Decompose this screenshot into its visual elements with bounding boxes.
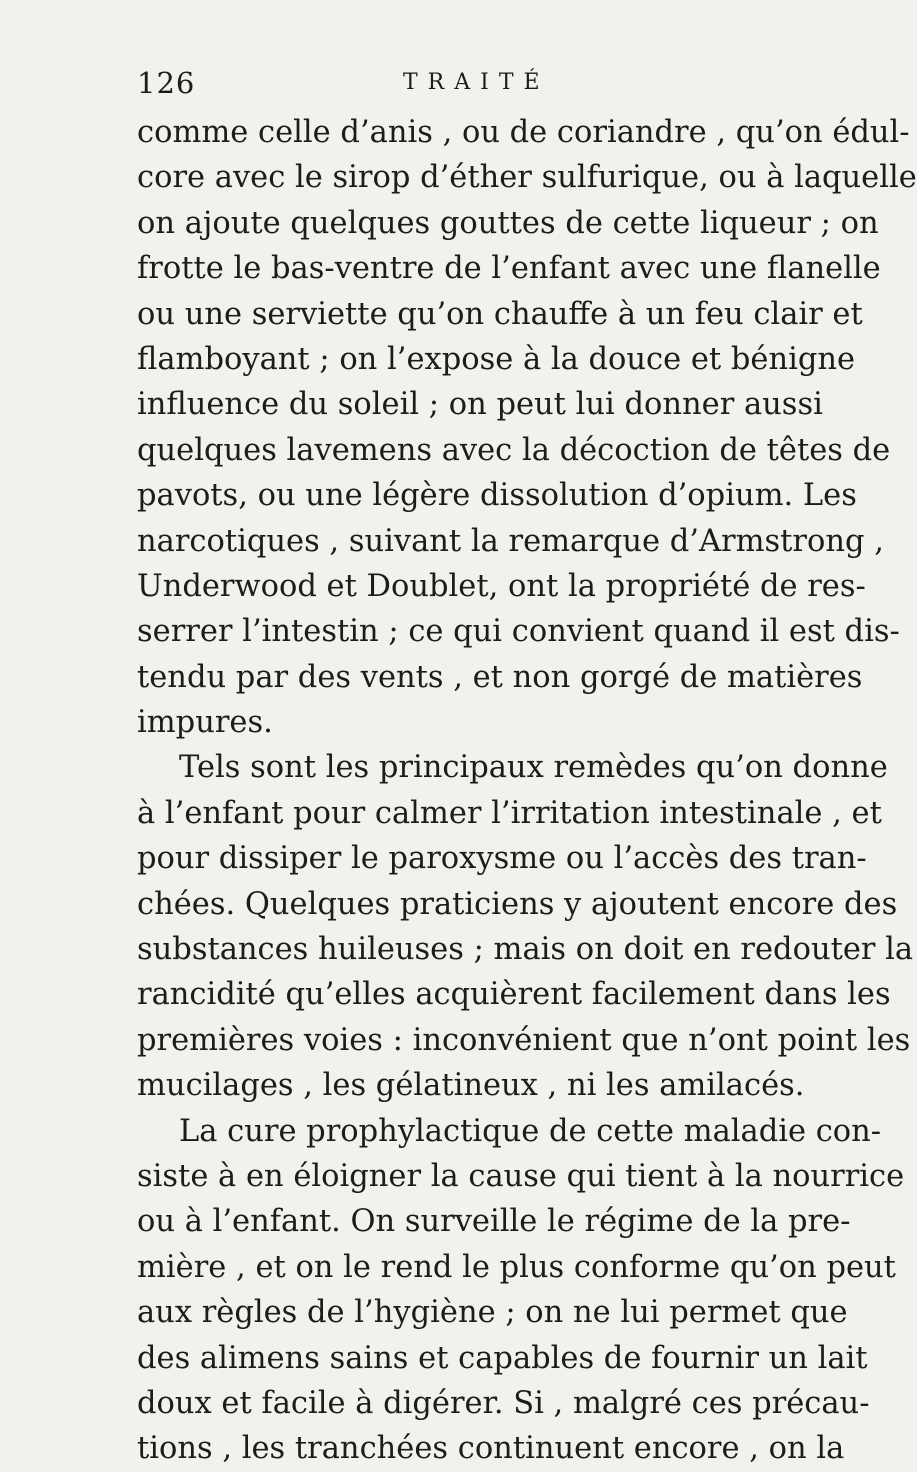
text-line: comme celle d’anis , ou de coriandre , qu’on édul- [137, 115, 910, 150]
text-line: ou à l’enfant. On surveille le régime de la pre- [137, 1204, 851, 1240]
text-line: impures. [137, 705, 273, 741]
text-line: quelques lavemens avec la décoction de têtes de [137, 432, 891, 468]
text-line: tendu par des vents , et non gorgé de matières [137, 659, 863, 695]
text-line: mucilages , les gélatineux , ni les amilacés. [137, 1068, 805, 1104]
text-line: flamboyant ; on l’expose à la douce et bénigne [137, 341, 856, 377]
text-line: chées. Quelques praticiens y ajoutent encore des [137, 886, 898, 922]
text-line: ou une serviette qu’on chauffe à un feu clair et [137, 296, 863, 332]
text-line: Tels sont les principaux remèdes qu’on donne [179, 750, 888, 786]
running-title: TRAITÉ [403, 70, 550, 95]
text-line: on ajoute quelques gouttes de cette liqueur ; on [137, 205, 879, 241]
body-text [137, 110, 917, 1472]
text-line: mière , et on le rend le plus conforme qu’on peut [137, 1249, 896, 1285]
text-line: serrer l’intestin ; ce qui convient quand il est dis- [137, 614, 900, 650]
text-line: narcotiques , suivant la remarque d’Armstrong , [137, 523, 884, 559]
text-line: influence du soleil ; on peut lui donner aussi [137, 387, 823, 423]
running-head [137, 66, 697, 106]
text-line: à l’enfant pour calmer l’irritation intestinale , et [137, 795, 882, 831]
text-line: pour dissiper le paroxysme ou l’accès des tran- [137, 841, 867, 877]
text-line: core avec le sirop d’éther sulfurique, ou à laquelle [137, 160, 917, 196]
text-line: pavots, ou une légère dissolution d’opium. Les [137, 478, 857, 514]
text-line: premières voies : inconvénient que n’ont point les [137, 1022, 911, 1058]
text-line: des alimens sains et capables de fournir un lait [137, 1340, 868, 1376]
text-line: frotte le bas-ventre de l’enfant avec une flanelle [137, 251, 881, 287]
text-line: La cure prophylactique de cette maladie con- [179, 1113, 882, 1149]
text-line: doux et facile à digérer. Si , malgré ces précau- [137, 1385, 870, 1421]
text-line: rancidité qu’elles acquièrent facilement dans les [137, 977, 891, 1013]
text-line: aux règles de l’hygiène ; on ne lui permet que [137, 1295, 848, 1331]
text-line: Underwood et Doublet, ont la propriété de res- [137, 568, 866, 604]
text-line: substances huileuses ; mais on doit en redouter la [137, 932, 914, 968]
page-number: 126 [137, 66, 196, 100]
text-line: tions , les tranchées continuent encore , on la [137, 1431, 845, 1467]
text-line: siste à en éloigner la cause qui tient à la nourrice [137, 1158, 905, 1194]
